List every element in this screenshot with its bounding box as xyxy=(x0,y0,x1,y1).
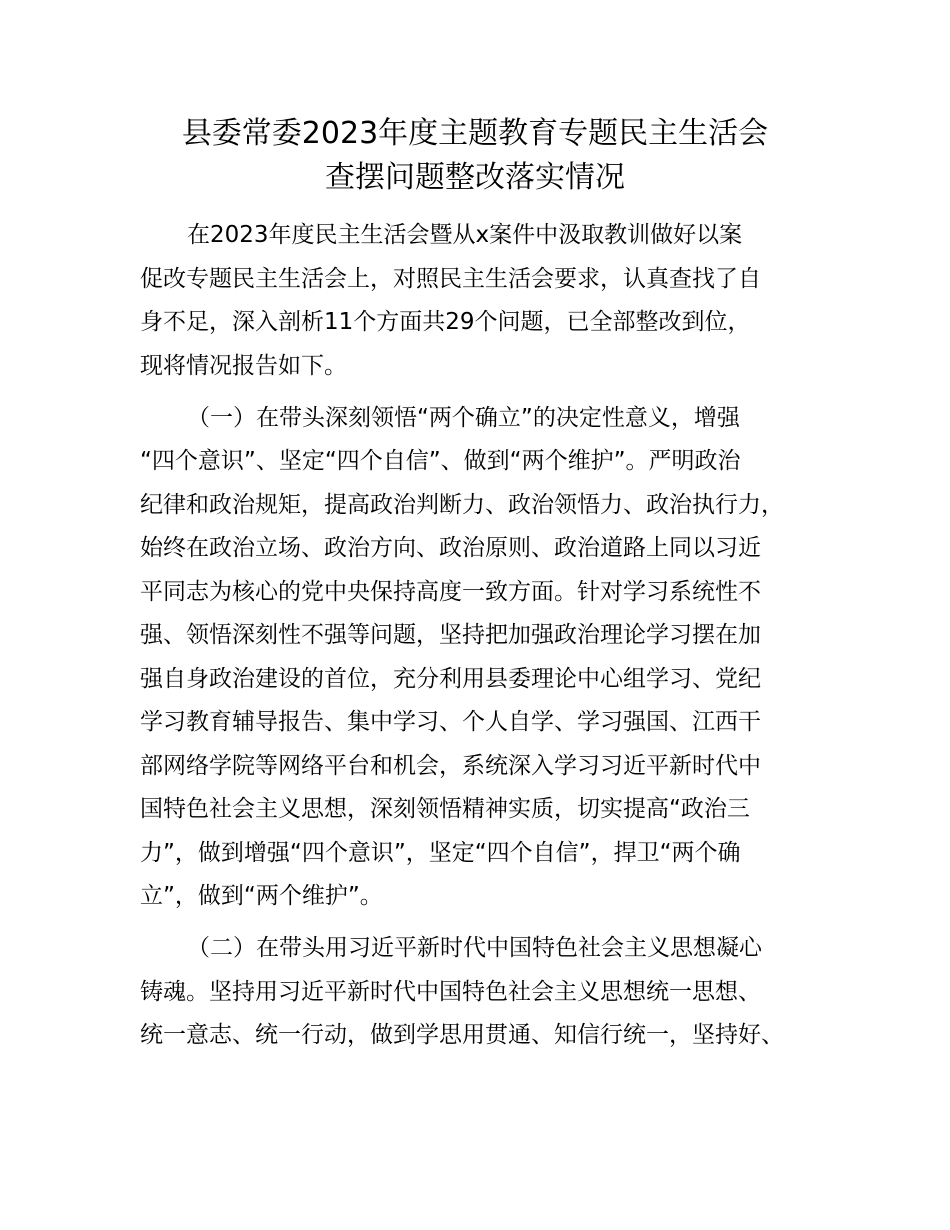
paragraph-1-line-2: 促改专题民主生活会上，对照民主生活会要求，认真查找了自 xyxy=(140,266,761,292)
paragraph-2-line-4: 始终在政治立场、政治方向、政治原则、政治道路上同以习近 xyxy=(140,535,761,561)
paragraph-2-line-12: 立”，做到“两个维护”。 xyxy=(140,883,383,909)
paragraph-2-line-3: 纪律和政治规矩，提高政治判断力、政治领悟力、政治执行力， xyxy=(140,492,784,518)
paragraph-2-line-8: 学习教育辅导报告、集中学习、个人自学、学习强国、江西干 xyxy=(140,709,761,735)
paragraph-1-line-4: 现将情况报告如下。 xyxy=(140,353,347,379)
paragraph-1-line-3: 身不足，深入剖析11个方面共29个问题，已全部整改到位， xyxy=(140,309,751,335)
paragraph-2-line-1: （一）在带头深刻领悟“两个确立”的决定性意义，增强 xyxy=(187,405,740,431)
document-title-line-1: 县委常委2023年度主题教育专题民主生活会 xyxy=(181,116,769,151)
paragraph-2-line-10: 国特色社会主义思想，深刻领悟精神实质，切实提高“政治三 xyxy=(140,796,750,822)
document-title-line-2: 查摆问题整改落实情况 xyxy=(325,160,625,195)
paragraph-3-line-3: 统一意志、统一行动，做到学思用贯通、知信行统一，坚持好、 xyxy=(140,1022,784,1048)
paragraph-1-line-1: 在2023年度民主生活会暨从x案件中汲取教训做好以案 xyxy=(187,222,743,248)
paragraph-2-line-7: 强自身政治建设的首位，充分利用县委理论中心组学习、党纪 xyxy=(140,666,761,692)
paragraph-2-line-11: 力”，做到增强“四个意识”，坚定“四个自信”，捍卫“两个确 xyxy=(140,840,741,866)
paragraph-2-line-6: 强、领悟深刻性不强等问题，坚持把加强政治理论学习摆在加 xyxy=(140,622,761,648)
paragraph-2-line-9: 部网络学院等网络平台和机会，系统深入学习习近平新时代中 xyxy=(140,753,761,779)
paragraph-2-line-2: “四个意识”、坚定“四个自信”、做到“两个维护”。严明政治 xyxy=(140,448,741,474)
paragraph-3-line-1: （二）在带头用习近平新时代中国特色社会主义思想凝心 xyxy=(187,935,762,961)
paragraph-3-line-2: 铸魂。坚持用习近平新时代中国特色社会主义思想统一思想、 xyxy=(140,979,761,1005)
paragraph-2-line-5: 平同志为核心的党中央保持高度一致方面。针对学习系统性不 xyxy=(140,579,761,605)
